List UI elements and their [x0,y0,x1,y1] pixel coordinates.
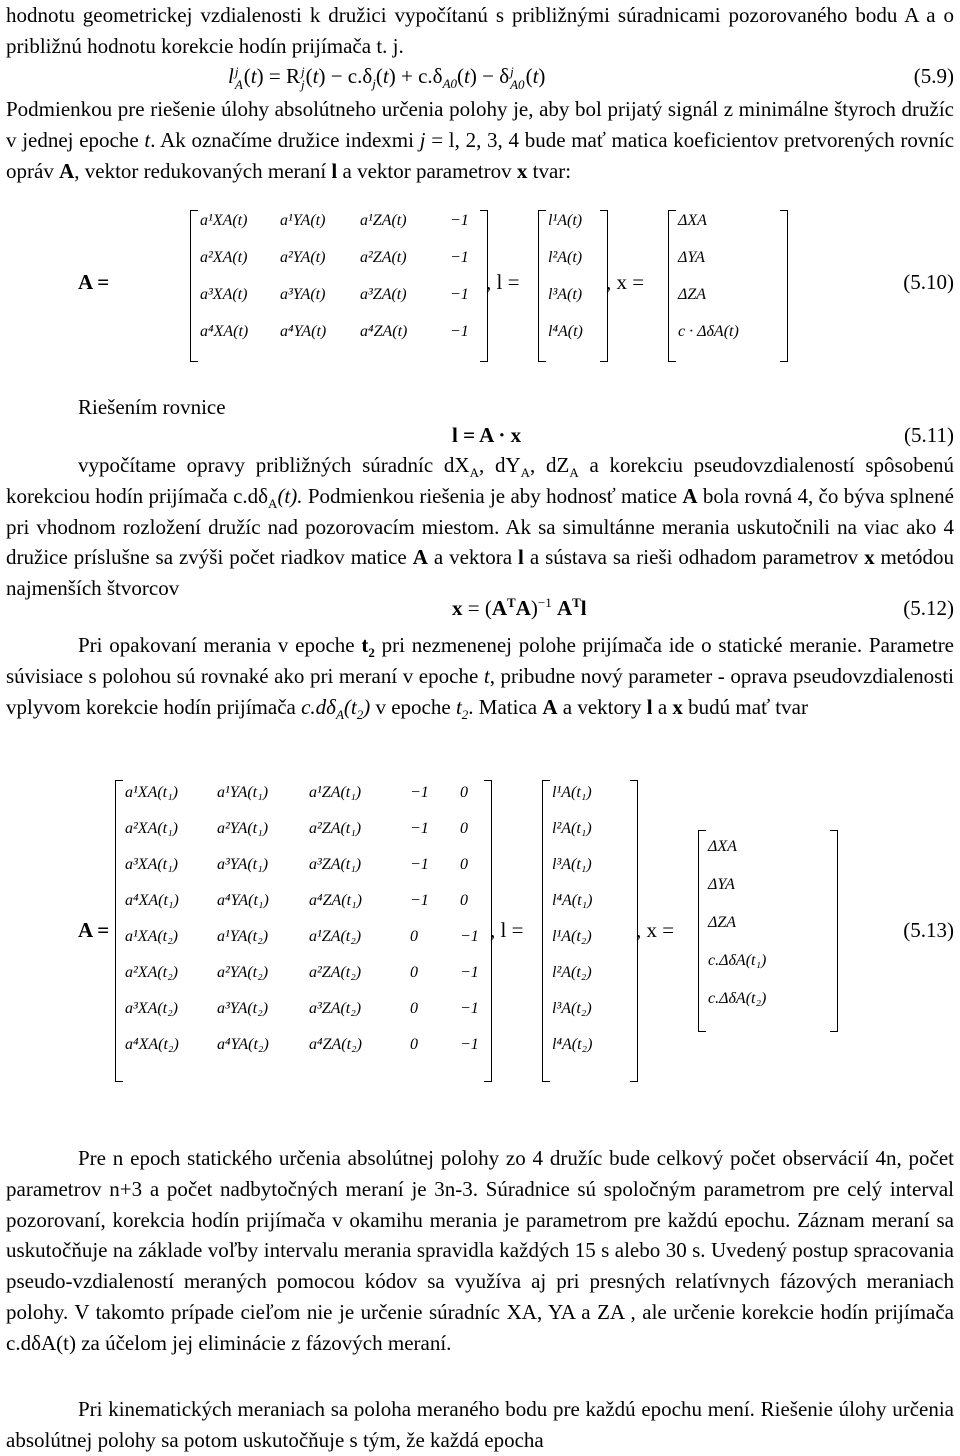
bracket [780,210,788,362]
matrix-cell: l²A(t) [548,249,583,266]
matrix-cell: 0 [410,964,418,981]
matrix-cell: a¹ZA(t₂) [309,928,362,945]
bracket [668,210,676,362]
matrix-cell: −1 [460,928,479,945]
matrix-cell: a⁴ZA(t) [360,323,408,340]
matrix-cell: l⁴A(t₂) [552,1036,593,1053]
matrix-cell: a⁴YA(t₂) [217,1036,269,1053]
matrix-cell: ΔYA [708,876,735,893]
matrix-cell: l⁴A(t) [548,323,583,340]
matrix-cell: l¹A(t₂) [552,928,592,945]
matrix-cell: −1 [450,286,469,303]
equation-5-12: $x = (A^TA)^{-1}$ $A^Tl$ [452,595,587,620]
matrix-cell: a³XA(t) [200,286,248,303]
matrix-cell: a²ZA(t₂) [309,964,362,981]
matrix-cell: a²XA(t) [200,249,248,266]
matrix-cell: a¹XA(t) [200,212,248,229]
matrix-cell: a³ZA(t₁) [309,856,362,873]
label-l: , l = [486,270,520,294]
matrix-cell: 0 [460,892,468,909]
paragraph-intro: hodnotu geometrickej vzdialenosti k družici vypočítanú s približnými súradnicami pozorovaného bodu A a o približnú hodnotu korekcie hodín prijímača t. j. [6,3,954,58]
matrix-cell: a⁴YA(t₁) [217,892,269,909]
matrix-cell: a²YA(t₁) [217,820,269,837]
bracket [115,780,123,1082]
matrix-cell: a²ZA(t₁) [309,820,362,837]
matrix-cell: a¹ZA(t₁) [309,784,362,801]
matrix-cell: a³YA(t₂) [217,1000,269,1017]
matrix-cell: ΔXA [678,212,707,229]
matrix-cell: ΔYA [678,249,705,266]
matrix-cell: c · ΔδA(t) [678,323,739,340]
matrix-cell: ΔXA [708,838,737,855]
equation-number-5-11: (5.11) [904,423,954,447]
matrix-cell: a²YA(t₂) [217,964,269,981]
matrix-cell: l²A(t₂) [552,964,592,981]
matrix-cell: l¹A(t₁) [552,784,592,801]
matrix-cell: 0 [410,1036,418,1053]
matrix-cell: a³ZA(t₂) [309,1000,362,1017]
matrix-cell: −1 [460,964,479,981]
matrix-cell: c.ΔδA(t₁) [708,952,767,969]
equation-number-5-9: (5.9) [913,64,954,88]
matrix-cell: a¹YA(t₂) [217,928,269,945]
matrix-cell: 0 [460,820,468,837]
equation-number-5-12: (5.12) [903,596,954,620]
matrix-cell: 0 [460,856,468,873]
matrix-cell: −1 [460,1000,479,1017]
matrix-cell: −1 [450,323,469,340]
matrix-cell: a⁴XA(t₁) [125,892,179,909]
bracket [830,830,838,1032]
equation-number-5-13: (5.13) [903,918,954,942]
label-l: , l = [490,918,524,942]
paragraph-kinematic: Pri kinematických meraniach sa poloha meraného bodu pre každú epochu mení. Riešenie úlohy určenia absolútnej polohy sa potom uskutočňuje s tým, že každá epocha [6,1397,954,1452]
paragraph-solution: Riešením rovnice [78,395,226,419]
label-x: , x = [606,270,645,294]
matrix-cell: a⁴ZA(t₂) [309,1036,362,1053]
label-A: A = [78,270,110,294]
paragraph-epochs: Pre n epoch statického určenia absolútnej polohy zo 4 družíc bude celkový počet observácií 4n, počet parametrov n+3 a počet nadbytočných meraní je 3n-3. Súradnice sú spoločným parametrom pre celý interval pozorovaní, korekcia hodín prijímača v okamihu merania je parametrom pre každú epochu. Záznam meraní sa uskutočňuje na základe voľby intervalu merania spravidla každých 15 s alebo 30 s. Uvedený postup spracovania pseudo-vzdialeností meraných pomocou kódov sa využíva aj pri presných relatívnych fázových meraniach polohy. V takomto prípade cieľom nie je určenie súradníc XA, YA a ZA , ale určenie korekcie hodín prijímača c.dδA(t) za účelom jej eliminácie z fázových meraní. [6,1146,954,1355]
bracket [190,210,198,362]
matrix-cell: a³XA(t₁) [125,856,179,873]
matrix-cell: l⁴A(t₁) [552,892,593,909]
equation-number-5-10: (5.10) [903,270,954,294]
matrix-cell: c.ΔδA(t₂) [708,990,767,1007]
matrix-cell: a³YA(t) [280,286,326,303]
matrix-cell: a²ZA(t) [360,249,407,266]
matrix-cell: l³A(t) [548,286,583,303]
label-x: , x = [636,918,675,942]
matrix-cell: a⁴ZA(t₁) [309,892,362,909]
matrix-cell: l¹A(t) [548,212,583,229]
matrix-cell: a¹ZA(t) [360,212,407,229]
matrix-cell: a¹XA(t₂) [125,928,179,945]
equation-5-9: l j A (t) = R j j $(t) - c.\delta_j(t) + c.\delta_{A0}(t) - \delta$ j A0 (t) [228,64,546,93]
matrix-cell: ΔZA [708,914,737,931]
matrix-cell: l²A(t₁) [552,820,592,837]
matrix-cell: −1 [410,784,429,801]
matrix-cell: −1 [450,249,469,266]
matrix-cell: a²XA(t₂) [125,964,179,981]
label-A: A = [78,918,110,942]
matrix-cell: 0 [410,1000,418,1017]
matrix-cell: a⁴YA(t) [280,323,327,340]
matrix-cell: a¹YA(t₁) [217,784,269,801]
matrix-cell: −1 [450,212,469,229]
matrix-cell: a²XA(t₁) [125,820,179,837]
paragraph-conditions: Podmienkou pre riešenie úlohy absolútneho určenia polohy je, aby bol prijatý signál z minimálne štyroch družíc v jednej epoche t. Ak označíme družice indexmi j = l, 2, 3, 4 bude mať matica koeficientov pretvorených rovníc opráv A, vektor redukovaných meraní l a vektor parametrov x tvar: [6,97,955,183]
matrix-cell: 0 [410,928,418,945]
matrix-cell: 0 [460,784,468,801]
matrix-cell: a³YA(t₁) [217,856,269,873]
bracket [538,210,546,362]
matrix-cell: a²YA(t) [280,249,326,266]
paragraph-static: Pri opakovaní merania v epoche $t_2$ pri nezmenenej polohe prijímača ide o statické meranie. Parametre súvisiace s polohou sú rovnaké ako pri meraní v epoche t, pribudne nový parameter - oprava pseudovzdialenosti vplyvom korekcie hodín prijímača $c.d\delta_A(t_2)$ v epoche $t_2$. Matica A a vektory l a x budú mať tvar [6,633,955,722]
matrix-cell: a³XA(t₂) [125,1000,179,1017]
equation-5-11: l = A · x [452,423,522,447]
matrix-cell: ΔZA [678,286,707,303]
bracket [542,780,550,1082]
matrix-cell: −1 [410,856,429,873]
matrix-cell: a¹XA(t₁) [125,784,179,801]
matrix-cell: l³A(t₁) [552,856,592,873]
matrix-cell: −1 [460,1036,479,1053]
matrix-cell: a¹YA(t) [280,212,326,229]
bracket [698,830,706,1032]
matrix-cell: a⁴XA(t) [200,323,249,340]
matrix-cell: a³ZA(t) [360,286,407,303]
matrix-cell: −1 [410,820,429,837]
matrix-cell: a⁴XA(t₂) [125,1036,179,1053]
matrix-cell: l³A(t₂) [552,1000,592,1017]
paragraph-corrections: vypočítame opravy približných súradníc $dX_A$, $dY_A$, $dZ_A$ a korekciu pseudovzdialeností spôsobenú korekciou hodín prijímača $c.d\delta_A(t)$. Podmienkou riešenia je aby hodnosť matice A bola rovná 4, čo býva splnené pri vhodnom rozložení družíc nad pozorovacím miestom. Ak sa simultánne merania uskutočnili na viac ako 4 družice príslušne sa zvýši počet riadkov matice A a vektora l a sústava sa rieši odhadom parametrov x metódou najmenších štvorcov [6,453,955,601]
matrix-cell: −1 [410,892,429,909]
